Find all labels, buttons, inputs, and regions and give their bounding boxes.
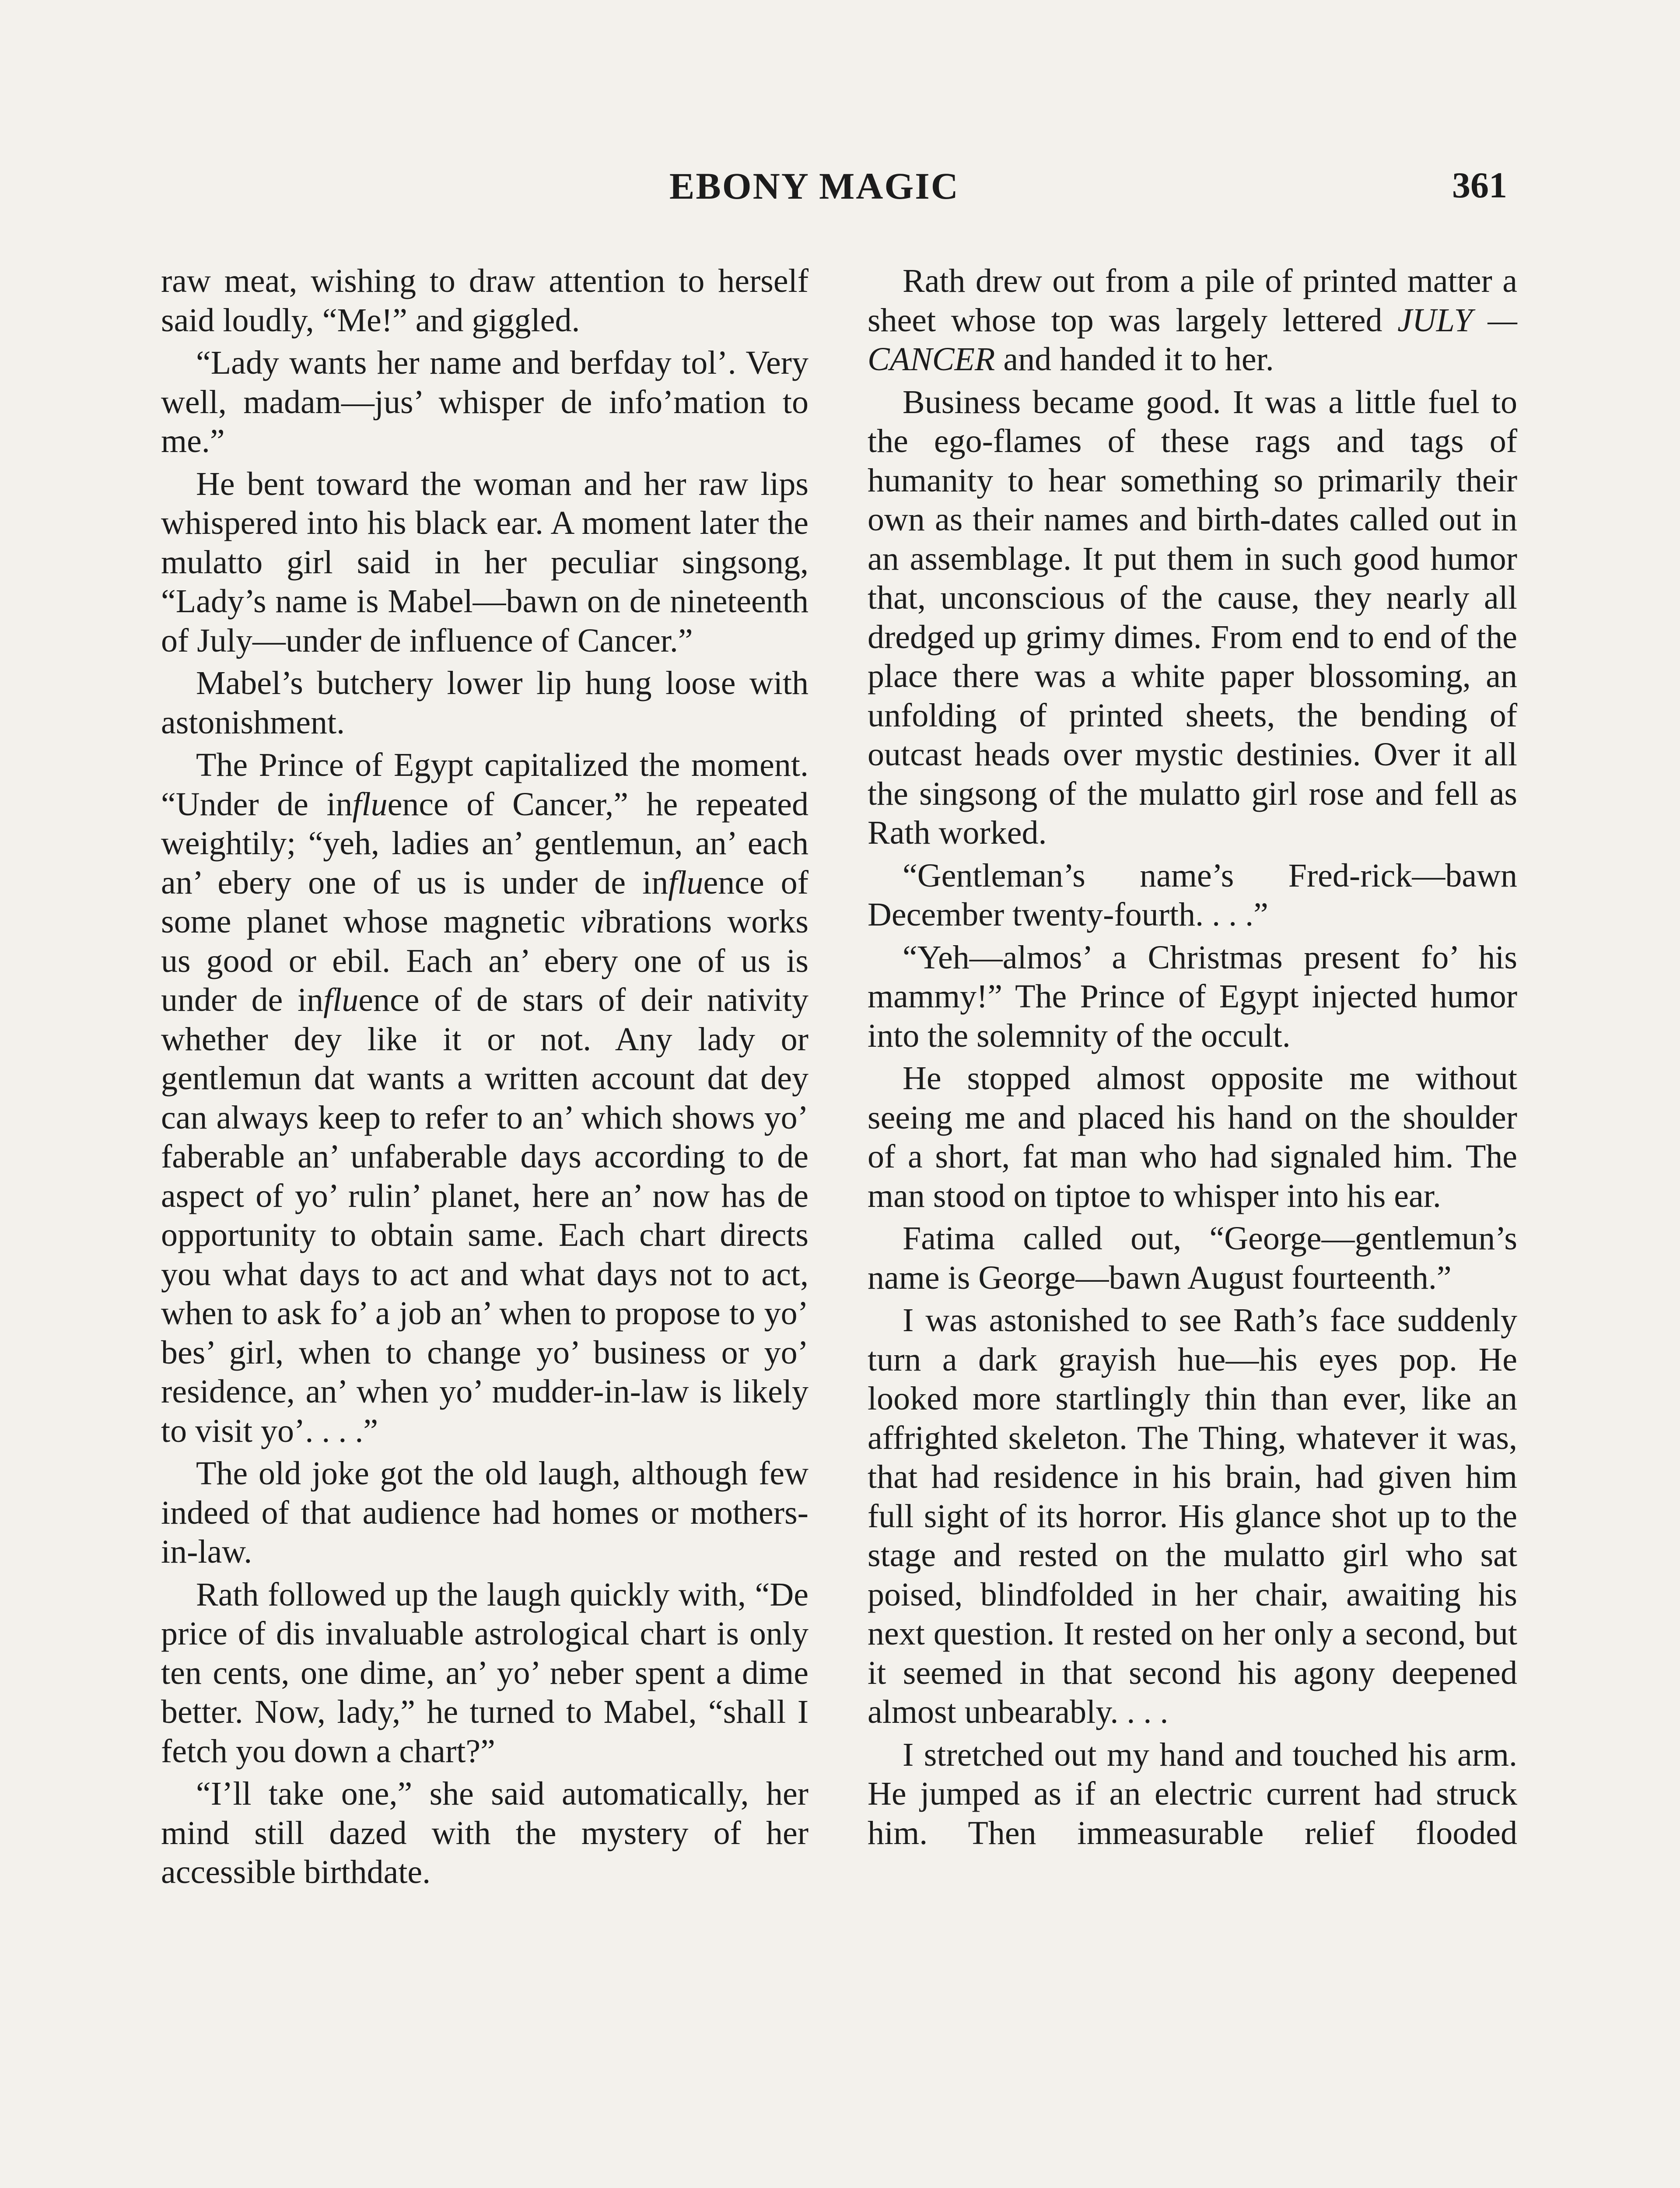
paragraph: Rath followed up the laugh quickly with, “De price of dis invaluable astrological chart is only ten cents, one dime, an’ yo’ neber spent a dime better. Now, lady,” he turned to Mabel, “shall I fetch you down a chart?” xyxy=(161,1576,808,1770)
italic-emphasis: vi xyxy=(581,903,605,940)
right-column xyxy=(868,262,1517,1856)
text-run: The Prince of Egypt capitalized the moment. “Under de in xyxy=(161,747,808,823)
paragraph: raw meat, wishing to draw attention to herself said loudly, “Me!” and giggled. xyxy=(161,263,808,339)
text-run: and handed it to her. xyxy=(995,341,1274,378)
paragraph: “I’ll take one,” she said automatically, her mind still dazed with the mystery of her accessible birthdate. xyxy=(161,1775,808,1890)
text-run: Rath drew out from a pile of printed matter a sheet whose top was largely lettered xyxy=(868,263,1517,339)
text-run: ence of some planet whose magnetic xyxy=(161,864,808,940)
paragraph: Mabel’s butchery lower lip hung loose with astonishment. xyxy=(161,665,808,741)
italic-emphasis: JULY — CANCER xyxy=(868,302,1517,378)
italic-emphasis: flu xyxy=(668,864,704,901)
paragraph: “Gentleman’s name’s Fred-rick—bawn December twenty-fourth. . . .” xyxy=(868,857,1517,933)
paragraph: He stopped almost opposite me without seeing me and placed his hand on the shoulder of a short, fat man who had signaled him. The man stood on tiptoe to whisper into his ear. xyxy=(868,1060,1517,1214)
paragraph: “Lady wants her name and berfday tol’. Very well, madam—jus’ whisper de info’mation to me.” xyxy=(161,344,808,459)
running-title: EBONY MAGIC xyxy=(669,165,959,207)
paragraph: He bent toward the woman and her raw lips whispered into his black ear. A moment later the mulatto girl said in her peculiar singsong, “Lady’s name is Mabel—bawn on de nineteenth of July—under de influence of Cancer.” xyxy=(161,465,808,659)
text-run: ence of Cancer,” he repeated weightily; “yeh, ladies an’ gentlemun, an’ each an’ ebery one of us is under de in xyxy=(161,785,808,901)
paragraph: “Yeh—almos’ a Christmas present fo’ his mammy!” The Prince of Egypt injected humor into the solemnity of the occult. xyxy=(868,939,1517,1054)
page-number: 361 xyxy=(1452,165,1507,206)
paragraph xyxy=(161,746,808,1451)
paragraph: Fatima called out, “George—gentlemun’s name is George—bawn August fourteenth.” xyxy=(868,1220,1517,1296)
italic-emphasis: flu xyxy=(352,785,388,823)
paragraph: I stretched out my hand and touched his arm. He jumped as if an electric current had struck him. Then immeasurable relief flooded xyxy=(868,1736,1517,1851)
text-run: ence of de stars of deir nativity whether dey like it or not. Any lady or gentlemun dat wants a written account dat dey can always keep to refer to an’ which shows yo’ faberable an’ unfaberable days according to de aspect of yo’ rulin’ planet, here an’ now has de opportunity to obtain same. Each chart directs you what days to act and what days not to act, when to ask fo’ a job an’ when to propose to yo’ bes’ girl, when to change yo’ business or yo’ residence, an’ when yo’ mudder-in-law is likely to visit yo’. . . .” xyxy=(161,982,808,1449)
paragraph: The old joke got the old laugh, although few indeed of that audience had homes or mothers-in-law. xyxy=(161,1455,808,1570)
paragraph: I was astonished to see Rath’s face suddenly turn a dark grayish hue—his eyes pop. He looked more startlingly thin than ever, like an affrighted skeleton. The Thing, whatever it was, that had residence in his brain, had given him full sight of its horror. His glance shot up to the stage and rested on the mulatto girl who sat poised, blindfolded in her chair, awaiting his next question. It rested on her only a second, but it seemed in that second his agony deepened almost unbearably. . . . xyxy=(868,1302,1517,1730)
text-run: brations works us good or ebil. Each an’ ebery one of us is under de in xyxy=(161,903,808,1018)
paragraph: Business became good. It was a little fuel to the ego-flames of these rags and tags of humanity to hear something so primarily their own as their names and birth-dates called out in an assemblage. It put them in such good humor that, unconscious of the cause, they nearly all dredged up grimy dimes. From end to end of the place there was a white paper blossoming, an unfolding of printed sheets, the bending of outcast heads over mystic destinies. Over it all the singsong of the mulatto girl rose and fell as Rath worked. xyxy=(868,383,1517,851)
italic-emphasis: flu xyxy=(323,982,359,1018)
left-column xyxy=(161,262,808,1896)
paragraph xyxy=(868,262,1517,379)
